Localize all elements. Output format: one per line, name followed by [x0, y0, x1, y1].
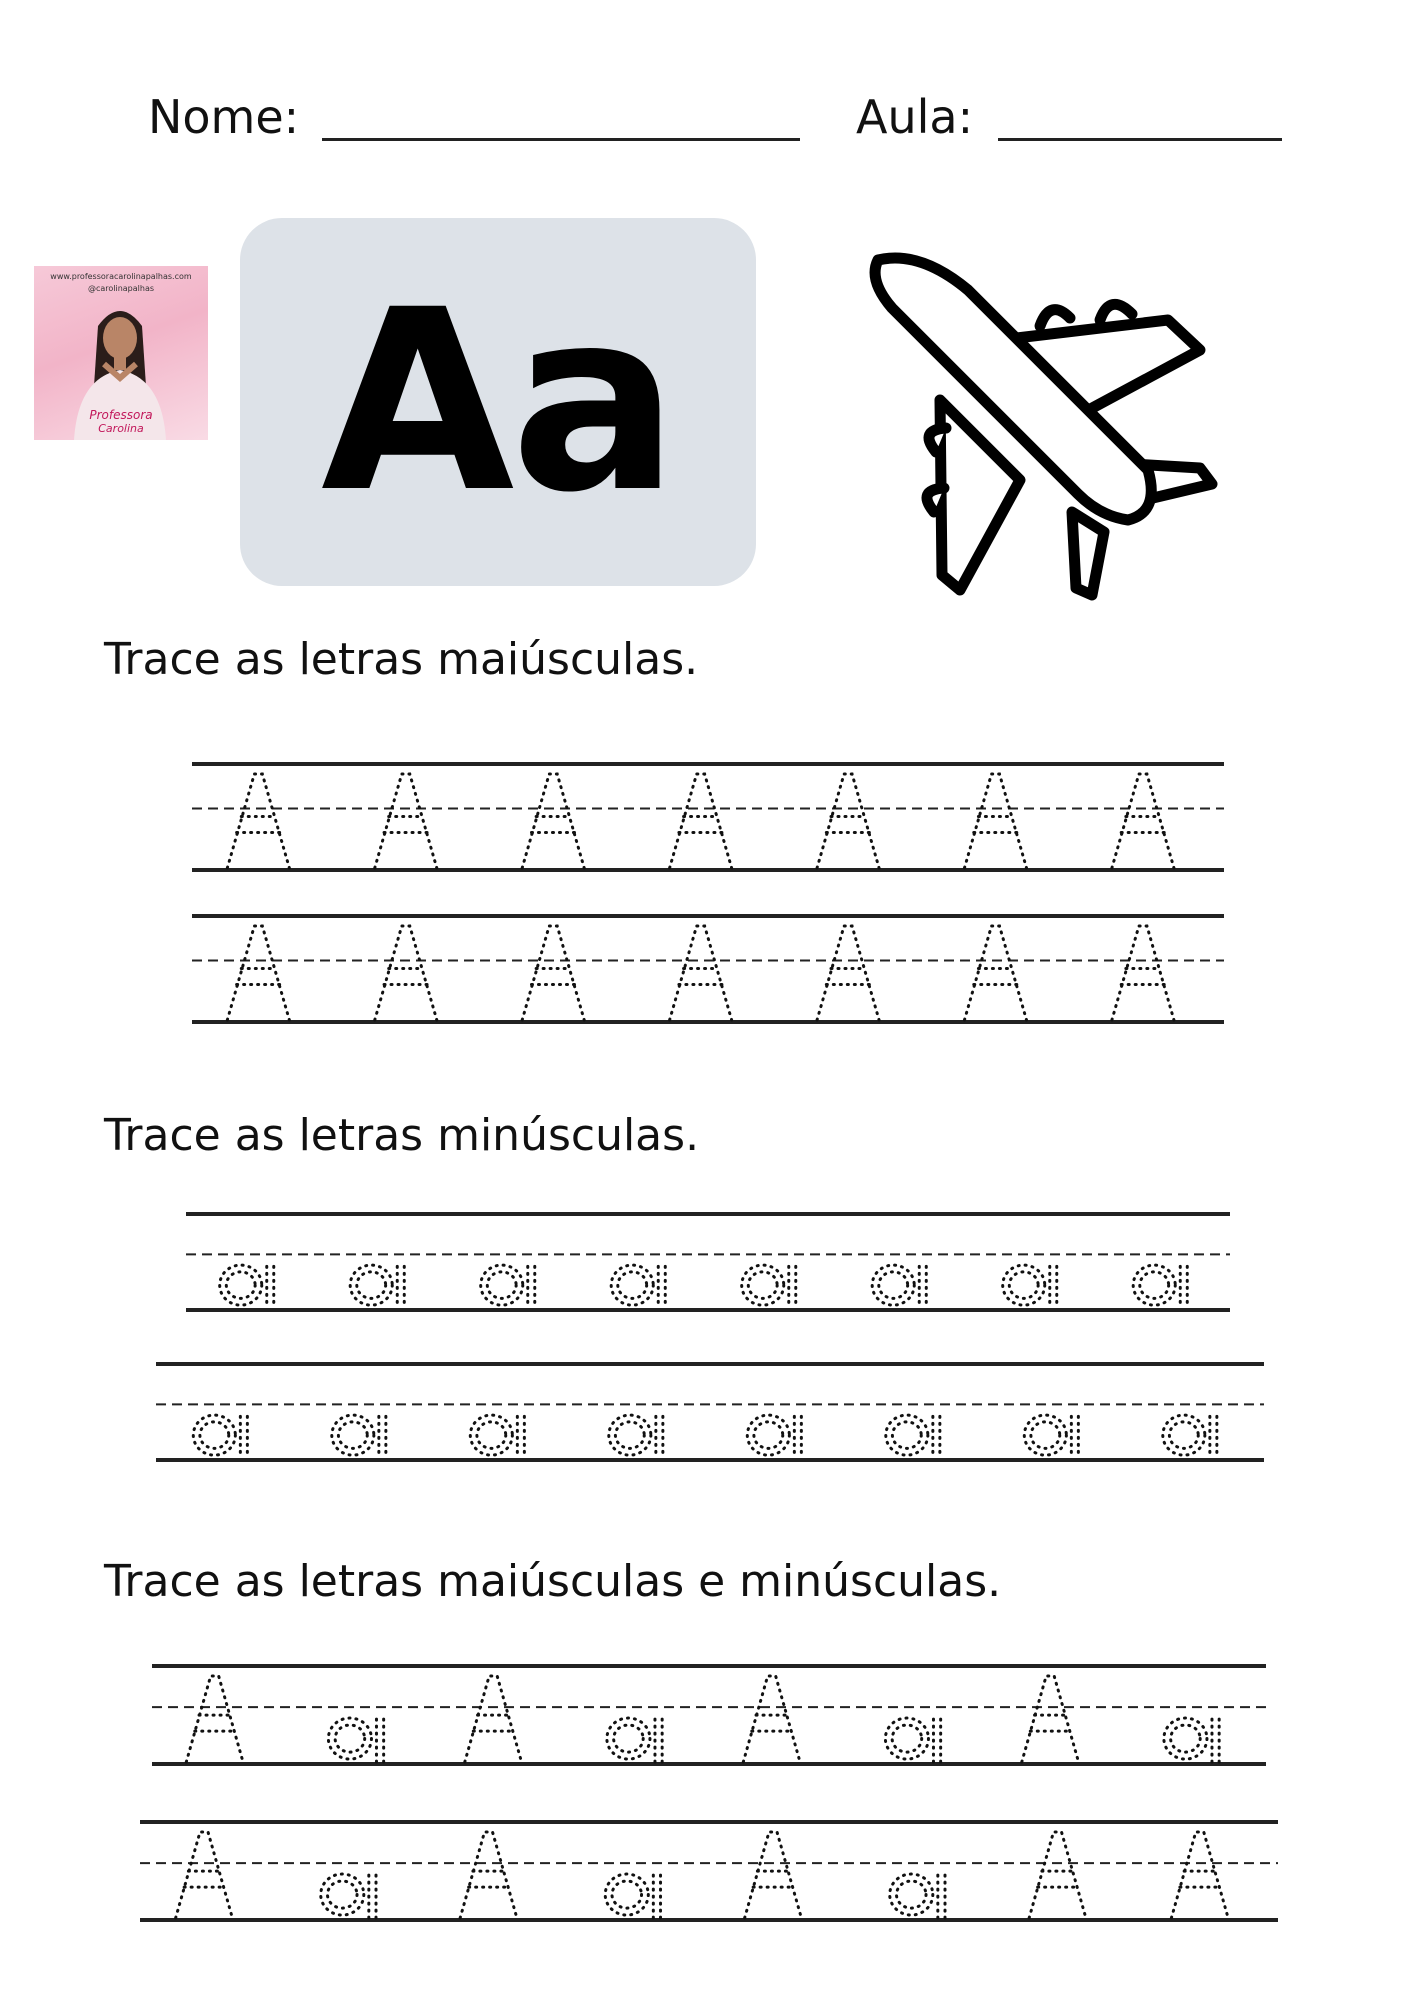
- trace-letter-text: [475, 1376, 481, 1387]
- instruction-lowercase: Trace as letras minúsculas.: [104, 1110, 700, 1161]
- trace-letter-lowercase-a: [605, 1874, 660, 1918]
- name-label: Nome:: [148, 90, 300, 144]
- trace-letter-text: [894, 1834, 900, 1845]
- trace-letter-uppercase-a: [670, 926, 732, 1020]
- trace-letter-text: [1029, 1376, 1035, 1387]
- trace-letter-text: [467, 1834, 474, 1845]
- trace-letter-text: [973, 928, 980, 939]
- trace-letter-text: [1169, 1678, 1175, 1689]
- trace-letter-text: [1008, 1226, 1014, 1237]
- trace-letter-text: [336, 1376, 342, 1387]
- trace-letter-text: [486, 1226, 492, 1237]
- trace-letter-uppercase-a: [817, 926, 879, 1020]
- trace-letter-text: [679, 928, 686, 939]
- trace-letter-lowercase-a: [872, 1265, 926, 1308]
- trace-lines: [152, 1658, 1266, 1770]
- trace-letter-lowercase-a: [332, 1415, 386, 1458]
- teacher-handle: @carolinapalhas: [87, 284, 155, 293]
- trace-letter-uppercase-a: [817, 774, 879, 868]
- trace-letter-text: [194, 1678, 201, 1689]
- trace-letter-text: [609, 1834, 615, 1845]
- trace-letter-lowercase-a: [890, 1874, 945, 1918]
- instruction-uppercase: Trace as letras maiúsculas.: [104, 634, 699, 685]
- trace-letter-text: [183, 1834, 190, 1845]
- trace-letter-uppercase-a: [1112, 926, 1174, 1020]
- trace-letter-lowercase-a: [1163, 1415, 1217, 1458]
- trace-letter-text: [325, 1834, 331, 1845]
- trace-letter-text: [751, 1678, 758, 1689]
- trace-letter-text: [531, 928, 538, 939]
- trace-letter-uppercase-a: [670, 774, 732, 868]
- trace-letter-text: [890, 1678, 896, 1689]
- trace-letter-lowercase-a: [220, 1265, 274, 1308]
- trace-letter-text: [1121, 776, 1128, 787]
- trace-lines: [156, 1356, 1264, 1466]
- trace-letter-uppercase-a: [1112, 774, 1174, 868]
- trace-letter-text: [1178, 1834, 1185, 1845]
- trace-letter-lowercase-a: [1164, 1718, 1219, 1762]
- trace-letter-text: [356, 1226, 362, 1237]
- trace-letter-text: [472, 1678, 479, 1689]
- trace-letter-lowercase-a: [470, 1415, 524, 1458]
- trace-letter-uppercase-a: [227, 774, 289, 868]
- trace-letter-uppercase-a: [964, 926, 1026, 1020]
- trace-letter-text: [1167, 1376, 1173, 1387]
- trace-letter-uppercase-a: [227, 926, 289, 1020]
- trace-letter-text: [1029, 1678, 1036, 1689]
- trace-letter-lowercase-a: [609, 1415, 663, 1458]
- trace-row-uppercase-2: [192, 908, 1224, 1028]
- trace-letter-text: [1121, 928, 1128, 939]
- trace-lines: [192, 756, 1224, 876]
- trace-lines: [140, 1814, 1278, 1926]
- trace-letter-lowercase-a: [193, 1415, 247, 1458]
- trace-letter-lowercase-a: [742, 1265, 796, 1308]
- trace-letter-text: [384, 776, 391, 787]
- trace-letter-uppercase-a: [522, 926, 584, 1020]
- trace-letter-lowercase-a: [607, 1718, 662, 1762]
- trace-letter-text: [333, 1678, 339, 1689]
- letter-card-text: Aa: [320, 256, 676, 547]
- trace-letter-text: [826, 776, 833, 787]
- shirt-text-2: Carolina: [98, 422, 144, 435]
- instruction-mixed: Trace as letras maiúsculas e minúsculas.: [104, 1556, 1002, 1607]
- trace-row-mixed-1: [152, 1658, 1266, 1770]
- trace-letter-text: [752, 1834, 759, 1845]
- trace-letter-text: [826, 928, 833, 939]
- trace-letter-text: [752, 1376, 758, 1387]
- teacher-website: www.professoracarolinapalhas.com: [50, 272, 192, 281]
- trace-letter-text: [236, 776, 243, 787]
- shirt-text-1: Professora: [89, 408, 153, 422]
- trace-letter-text: [612, 1678, 618, 1689]
- trace-letter-text: [1139, 1226, 1145, 1237]
- trace-lines: [192, 908, 1224, 1028]
- airplane-icon: [860, 250, 1220, 610]
- class-field[interactable]: [998, 138, 1282, 141]
- trace-letter-text: [531, 776, 538, 787]
- teacher-photo: [34, 266, 208, 440]
- letter-card: [240, 218, 756, 586]
- trace-letter-text: [747, 1226, 753, 1237]
- trace-letter-text: [1036, 1834, 1043, 1845]
- trace-letter-uppercase-a: [375, 926, 437, 1020]
- trace-letter-lowercase-a: [1024, 1415, 1078, 1458]
- trace-row-lowercase-1: [186, 1206, 1230, 1316]
- trace-letter-lowercase-a: [611, 1265, 665, 1308]
- trace-letter-lowercase-a: [328, 1718, 383, 1762]
- trace-letter-text: [679, 776, 686, 787]
- trace-letter-lowercase-a: [350, 1265, 404, 1308]
- trace-row-mixed-2: [140, 1814, 1278, 1926]
- trace-letter-text: [617, 1226, 623, 1237]
- trace-letter-text: [890, 1376, 896, 1387]
- trace-letter-text: [225, 1226, 231, 1237]
- trace-letter-text: [973, 776, 980, 787]
- trace-letter-uppercase-a: [964, 774, 1026, 868]
- trace-letter-text: [384, 928, 391, 939]
- trace-letter-text: [236, 928, 243, 939]
- name-field[interactable]: [322, 138, 800, 141]
- trace-letter-lowercase-a: [481, 1265, 535, 1308]
- trace-letter-lowercase-a: [885, 1718, 940, 1762]
- trace-letter-lowercase-a: [321, 1874, 376, 1918]
- trace-letter-lowercase-a: [1133, 1265, 1187, 1308]
- trace-letter-text: [198, 1376, 204, 1387]
- trace-letter-lowercase-a: [1003, 1265, 1057, 1308]
- trace-letter-lowercase-a: [747, 1415, 801, 1458]
- trace-letter-text: [878, 1226, 884, 1237]
- trace-lines: [186, 1206, 1230, 1316]
- trace-row-lowercase-2: [156, 1356, 1264, 1466]
- class-label: Aula:: [856, 90, 974, 144]
- trace-letter-uppercase-a: [375, 774, 437, 868]
- trace-letter-text: [613, 1376, 619, 1387]
- trace-letter-lowercase-a: [886, 1415, 940, 1458]
- trace-row-uppercase-1: [192, 756, 1224, 876]
- trace-letter-uppercase-a: [522, 774, 584, 868]
